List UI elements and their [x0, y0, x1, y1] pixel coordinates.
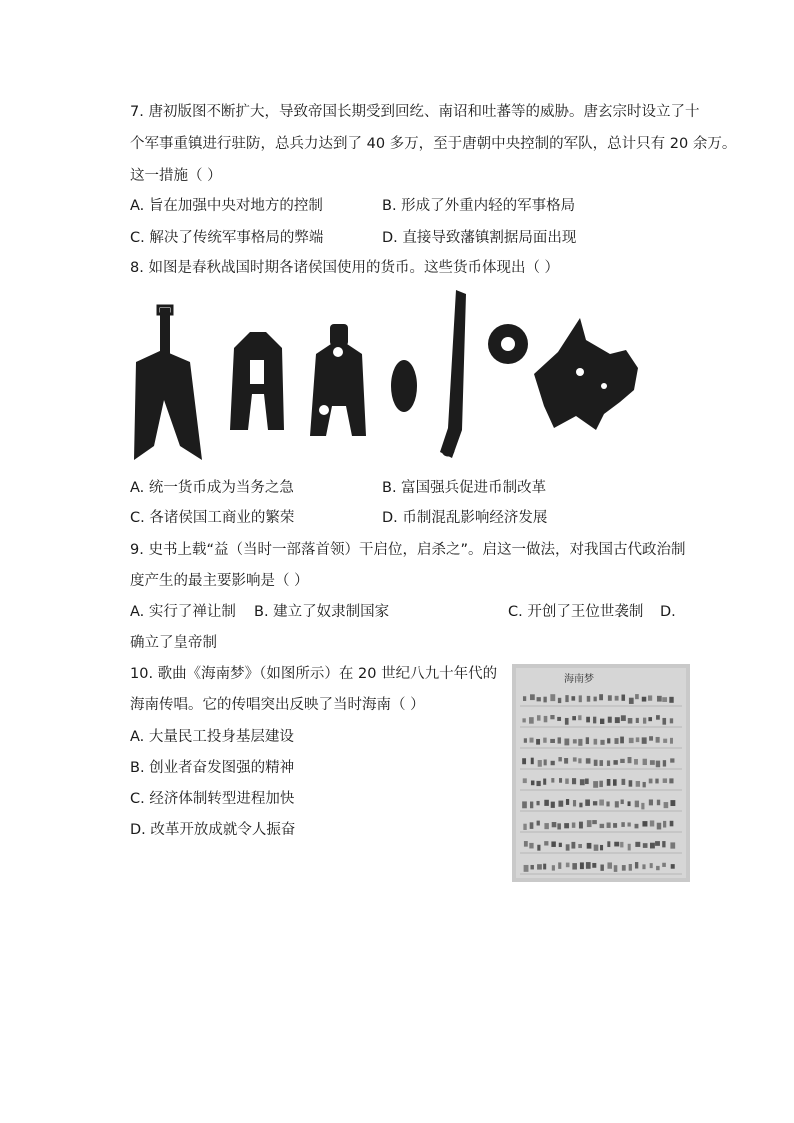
score-handwriting-mark [607, 760, 610, 765]
q9-option-b[interactable]: B. 建立了奴隶制国家 [254, 604, 390, 620]
score-handwriting-mark [664, 802, 669, 808]
score-handwriting-mark [557, 823, 561, 829]
q7-option-a[interactable]: A. 旨在加强中央对地方的控制 [130, 198, 323, 214]
score-handwriting-mark [600, 760, 604, 766]
score-handwriting-mark [537, 845, 540, 851]
score-handwriting-mark [622, 779, 626, 785]
score-handwriting-mark [600, 865, 603, 871]
q10-stem-line2: 海南传唱。它的传唱突出反映了当时海南（ ） [130, 697, 425, 713]
score-handwriting-mark [580, 779, 585, 785]
score-handwriting-mark [621, 822, 624, 827]
score-handwriting-mark [593, 717, 596, 724]
score-handwriting-mark [523, 778, 527, 783]
score-handwriting-mark [592, 863, 596, 868]
spiky-coin [534, 318, 638, 430]
score-handwriting-mark [613, 760, 617, 765]
score-handwriting-mark [621, 695, 625, 701]
spade-coin-3 [310, 324, 366, 436]
q7-stem-line2: 个军事重镇进行驻防，总兵力达到了 40 多万，至于唐朝中央控制的军队，总计只有 20 余万。 [130, 136, 737, 152]
score-handwriting-mark [585, 799, 590, 805]
score-handwriting-mark [599, 694, 603, 700]
score-handwriting-mark [558, 862, 561, 868]
score-handwriting-mark [544, 759, 547, 765]
score-handwriting-mark [657, 823, 661, 830]
score-handwriting-mark [628, 822, 631, 826]
q10-option-b[interactable]: B. 创业者奋发图强的精神 [130, 760, 295, 776]
score-handwriting-mark [650, 843, 655, 849]
score-handwriting-mark [649, 799, 653, 805]
score-handwriting-mark [608, 695, 612, 700]
score-handwriting-mark [551, 778, 554, 783]
score-handwriting-mark [600, 740, 604, 745]
score-handwriting-mark [657, 696, 662, 702]
score-handwriting-mark [613, 823, 617, 828]
score-handwriting-mark [629, 698, 634, 704]
score-handwriting-mark [566, 863, 570, 868]
q9-option-c[interactable]: C. 开创了王位世袭制 [508, 604, 644, 620]
score-handwriting-mark [643, 759, 647, 765]
score-handwriting-mark [636, 737, 639, 742]
score-handwriting-mark [572, 822, 576, 827]
score-handwriting-mark [543, 779, 546, 785]
score-handwriting-mark [522, 758, 526, 764]
score-handwriting-mark [670, 842, 675, 848]
score-handwriting-mark [564, 739, 569, 746]
score-handwriting-mark [537, 821, 540, 826]
score-handwriting-mark [565, 718, 569, 725]
score-handwriting-mark [530, 694, 535, 700]
score-handwriting-mark [629, 780, 633, 786]
score-handwriting-mark [529, 843, 533, 849]
score-handwriting-mark [524, 841, 528, 847]
score-handwriting-mark [573, 757, 577, 761]
score-handwriting-mark [669, 778, 673, 783]
score-handwriting-mark [649, 779, 653, 784]
score-handwriting-mark [636, 781, 640, 787]
score-handwriting-mark [607, 822, 611, 827]
score-handwriting-mark [643, 782, 646, 787]
round-coin [488, 324, 528, 364]
score-handwriting-mark [531, 780, 534, 785]
score-handwriting-mark [663, 778, 667, 783]
score-handwriting-mark [635, 824, 639, 829]
score-handwriting-mark [572, 778, 576, 784]
score-handwriting-mark [552, 822, 557, 827]
score-handwriting-mark [613, 779, 617, 785]
knife-coin [440, 290, 466, 458]
score-handwriting-mark [655, 779, 658, 784]
score-handwriting-mark [615, 801, 619, 807]
score-handwriting-mark [543, 738, 546, 743]
score-handwriting-mark [559, 843, 562, 847]
score-handwriting-mark [636, 718, 639, 723]
q9-option-d-text[interactable]: 确立了皇帝制 [130, 635, 217, 651]
score-handwriting-mark [662, 718, 666, 725]
score-handwriting-mark [524, 738, 527, 742]
score-handwriting-mark [592, 820, 597, 824]
score-handwriting-mark [523, 696, 526, 701]
score-handwriting-mark [586, 758, 591, 763]
score-handwriting-mark [543, 864, 546, 870]
score-handwriting-mark [571, 696, 575, 700]
score-handwriting-mark [573, 800, 576, 806]
score-handwriting-mark [629, 864, 632, 871]
score-handwriting-mark [628, 718, 633, 724]
q8-option-c[interactable]: C. 各诸侯国工商业的繁荣 [130, 510, 295, 526]
score-handwriting-mark [593, 801, 597, 805]
song-score-photo [512, 664, 690, 882]
score-handwriting-mark [544, 823, 548, 829]
score-handwriting-mark [530, 822, 534, 829]
score-handwriting-mark [579, 803, 582, 808]
score-handwriting-mark [670, 758, 674, 762]
score-handwriting-mark [530, 738, 534, 743]
score-handwriting-mark [558, 757, 561, 761]
q8-stem: 8. 如图是春秋战国时期各诸侯国使用的货币。这些货币体现出（ ） [130, 260, 560, 276]
score-handwriting-mark [593, 781, 598, 788]
q9-stem-line2: 度产生的最主要影响是（ ） [130, 573, 309, 589]
spade-coin-2 [230, 332, 284, 430]
score-handwriting-mark [615, 696, 619, 701]
score-handwriting-mark [635, 862, 638, 868]
score-handwriting-mark [543, 697, 546, 703]
score-handwriting-mark [566, 799, 569, 805]
score-handwriting-mark [572, 716, 576, 720]
score-handwriting-mark [642, 821, 647, 826]
score-handwriting-mark [565, 778, 569, 783]
score-handwriting-mark [663, 760, 666, 766]
score-handwriting-mark [600, 845, 603, 850]
score-handwriting-mark [615, 717, 620, 723]
score-handwriting-mark [587, 843, 592, 849]
score-handwriting-mark [642, 864, 645, 869]
q10-option-c[interactable]: C. 经济体制转型进程加快 [130, 791, 295, 807]
score-handwriting-mark [557, 717, 561, 721]
score-handwriting-mark [648, 717, 652, 721]
score-handwriting-mark [544, 841, 548, 845]
ancient-coins-figure [134, 290, 644, 462]
score-handwriting-mark [670, 718, 673, 723]
score-title: 海南梦 [564, 674, 594, 685]
score-handwriting-mark [614, 842, 619, 847]
score-handwriting-mark [670, 800, 675, 806]
score-handwriting-mark [621, 799, 624, 804]
q7-option-b[interactable]: B. 形成了外重内轻的军事格局 [382, 198, 576, 214]
score-handwriting-mark [558, 801, 563, 807]
score-handwriting-mark [536, 781, 540, 786]
q10-option-a[interactable]: A. 大量民工投身基层建设 [130, 729, 294, 745]
score-handwriting-mark [551, 761, 555, 765]
score-handwriting-mark [558, 737, 561, 743]
score-handwriting-mark [578, 758, 581, 763]
score-handwriting-mark [550, 715, 554, 719]
score-handwriting-mark [614, 738, 618, 744]
score-handwriting-mark [628, 757, 632, 763]
q7-option-d[interactable]: D. 直接导致藩镇割据局面出现 [382, 230, 577, 246]
score-handwriting-mark [642, 697, 646, 702]
score-handwriting-mark [608, 717, 612, 723]
score-handwriting-mark [564, 758, 568, 764]
score-handwriting-mark [656, 715, 660, 720]
score-handwriting-mark [578, 844, 582, 848]
score-handwriting-mark [559, 778, 562, 783]
score-handwriting-mark [620, 842, 623, 848]
score-handwriting-mark [594, 739, 598, 745]
score-handwriting-mark [670, 738, 673, 744]
score-handwriting-mark [607, 841, 610, 847]
score-handwriting-mark [670, 821, 674, 827]
score-handwriting-mark [628, 844, 631, 851]
score-handwriting-mark [537, 864, 542, 869]
score-handwriting-mark [650, 760, 655, 765]
score-handwriting-mark [564, 823, 569, 828]
q9-stem-line1: 9. 史书上载“益（当时一部落首领）干启位，启杀之”。启这一做法，对我国古代政治制 [130, 542, 686, 558]
score-handwriting-mark [628, 801, 631, 806]
score-handwriting-mark [586, 737, 589, 744]
score-handwriting-mark [522, 718, 525, 722]
q7-stem-line1: 7. 唐初版图不断扩大，导致帝国长期受到回纥、南诏和吐蕃等的威胁。唐玄宗时设立了十 [130, 104, 700, 120]
score-handwriting-mark [587, 820, 592, 827]
score-handwriting-mark [649, 736, 653, 740]
score-handwriting-mark [531, 758, 534, 765]
q8-option-d[interactable]: D. 币制混乱影响经济发展 [382, 510, 548, 526]
score-handwriting-mark [579, 695, 582, 702]
score-handwriting-mark [635, 842, 640, 847]
score-handwriting-mark [586, 717, 590, 723]
score-handwriting-mark [600, 824, 605, 828]
ant-nose-coin [391, 360, 417, 412]
score-handwriting-mark [600, 719, 604, 724]
score-handwriting-mark [669, 697, 673, 703]
score-handwriting-mark [655, 841, 660, 846]
score-handwriting-mark [594, 760, 598, 766]
score-handwriting-mark [586, 862, 591, 869]
score-handwriting-mark [663, 821, 666, 828]
score-handwriting-mark [537, 715, 541, 720]
score-handwriting-mark [529, 717, 534, 724]
score-handwriting-mark [641, 803, 644, 809]
score-handwriting-mark [662, 841, 665, 847]
score-handwriting-mark [578, 739, 582, 746]
score-handwriting-mark [587, 696, 590, 702]
score-handwriting-mark [572, 863, 577, 869]
score-handwriting-mark [650, 820, 654, 826]
score-handwriting-mark [552, 865, 555, 870]
score-handwriting-mark [642, 737, 647, 743]
score-handwriting-mark [544, 716, 548, 722]
q10-stem-line1: 10. 歌曲《海南梦》（如图所示）在 20 世纪八九十年代的 [130, 666, 498, 682]
q7-option-c[interactable]: C. 解决了传统军事格局的弊端 [130, 230, 324, 246]
score-handwriting-mark [565, 695, 568, 702]
score-handwriting-mark [643, 718, 646, 724]
score-handwriting-mark [656, 866, 660, 870]
score-handwriting-mark [620, 759, 625, 763]
score-handwriting-mark [566, 844, 570, 850]
score-handwriting-mark [648, 695, 652, 700]
score-handwriting-mark [662, 863, 666, 867]
q9-option-a[interactable]: A. 实行了禅让制 [130, 604, 236, 620]
score-handwriting-mark [551, 841, 555, 846]
score-handwriting-mark [580, 862, 584, 869]
score-handwriting-mark [524, 865, 529, 872]
score-handwriting-mark [530, 802, 533, 809]
score-handwriting-mark [578, 715, 581, 720]
score-handwriting-mark [579, 822, 583, 829]
score-handwriting-mark [550, 694, 555, 701]
q10-option-d[interactable]: D. 改革开放成就令人振奋 [130, 822, 296, 838]
score-handwriting-mark [634, 759, 638, 765]
score-handwriting-mark [671, 864, 675, 869]
q8-option-a[interactable]: A. 统一货币成为当务之急 [130, 480, 294, 496]
score-handwriting-mark [635, 694, 639, 699]
score-handwriting-mark [650, 863, 653, 868]
score-handwriting-mark [530, 865, 533, 869]
score-handwriting-mark [663, 739, 667, 743]
score-handwriting-mark [622, 865, 626, 871]
score-handwriting-mark [523, 824, 526, 830]
score-handwriting-mark [620, 737, 624, 744]
score-handwriting-mark [585, 779, 589, 785]
score-handwriting-mark [536, 739, 540, 745]
score-handwriting-mark [607, 779, 611, 786]
score-handwriting-mark [606, 801, 609, 806]
score-handwriting-mark [538, 760, 542, 767]
score-handwriting-mark [662, 697, 667, 702]
score-handwriting-mark [571, 842, 575, 849]
q8-option-b[interactable]: B. 富国强兵促进币制改革 [382, 480, 547, 496]
score-handwriting-mark [522, 801, 527, 808]
score-handwriting-mark [573, 739, 577, 743]
score-handwriting-mark [656, 737, 660, 743]
score-handwriting-mark [629, 738, 634, 743]
score-handwriting-mark [594, 697, 597, 702]
score-handwriting-mark [614, 865, 618, 872]
score-handwriting-mark [607, 862, 612, 868]
score-handwriting-mark [594, 845, 599, 851]
spade-coin-1 [134, 306, 202, 460]
score-handwriting-mark [537, 697, 541, 701]
score-handwriting-mark [558, 698, 561, 703]
score-handwriting-mark [551, 802, 555, 808]
score-handwriting-mark [599, 781, 603, 787]
score-handwriting-mark [607, 738, 610, 743]
score-handwriting-mark [657, 800, 660, 806]
score-handwriting-mark [635, 801, 639, 808]
score-handwriting-mark [550, 739, 555, 743]
score-handwriting-mark [656, 761, 660, 768]
score-handwriting-mark [544, 800, 549, 806]
q9-option-d-label[interactable]: D. [660, 604, 676, 620]
score-handwriting-mark [621, 715, 626, 721]
score-handwriting-mark [536, 801, 539, 805]
q7-stem-line3: 这一措施（ ） [130, 168, 222, 184]
score-handwriting-mark [643, 843, 648, 848]
score-handwriting-mark [599, 800, 604, 806]
